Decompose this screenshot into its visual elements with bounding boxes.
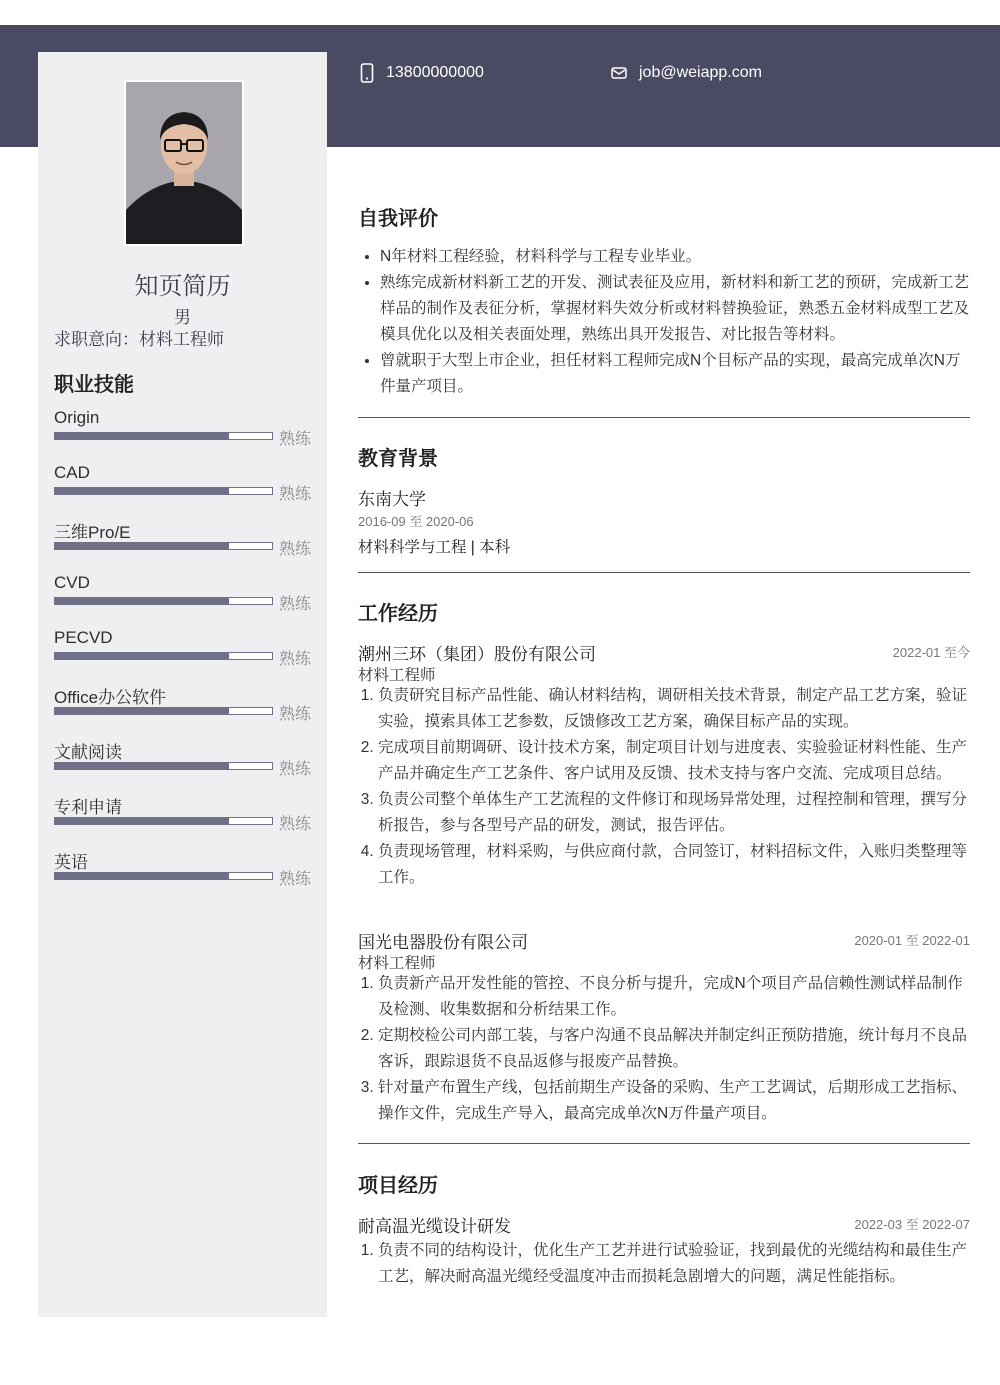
phone-icon: [360, 63, 374, 83]
job-duties: [358, 971, 970, 1127]
list-item: 2. 定期校检公司内部工装，与客户沟通不良品解决并制定纠正预防措施，统计每月不良品客诉，跟踪退货不良品返修与报废产品替换。: [378, 1023, 970, 1075]
sidebar: [38, 52, 327, 1317]
skill-item: [54, 573, 324, 623]
skill-name: Office办公软件: [54, 688, 167, 707]
email-address: job@weiapp.com: [639, 64, 762, 81]
skill-level: 熟练: [279, 541, 312, 558]
company-name: 潮州三环（集团）股份有限公司: [358, 645, 596, 664]
skill-level: 熟练: [279, 651, 312, 668]
skill-item: [54, 848, 324, 898]
skill-bar: [54, 817, 273, 825]
skill-name: 英语: [54, 853, 88, 872]
phone-number: 13800000000: [386, 64, 484, 81]
school-name: 东南大学: [358, 490, 426, 509]
skill-level: 熟练: [279, 816, 312, 833]
skill-item: [54, 628, 324, 678]
skill-name: CAD: [54, 463, 90, 482]
skill-level: 熟练: [279, 706, 312, 723]
skills-section-title: 职业技能: [54, 374, 134, 396]
skill-bar: [54, 652, 273, 660]
company-name: 国光电器股份有限公司: [358, 933, 528, 952]
skill-level: 熟练: [279, 596, 312, 613]
education-major: 材料科学与工程 | 本科: [358, 539, 511, 556]
self-eval-list: [358, 244, 970, 400]
skill-name: 文献阅读: [54, 743, 122, 762]
candidate-name: 知页简历: [134, 273, 231, 300]
profile-photo: [124, 80, 244, 246]
skill-level: 熟练: [279, 871, 312, 888]
list-item: 3. 负责公司整个单体生产工艺流程的文件修订和现场异常处理，过程控制和管理，撰写分析报告，参与各型号产品的研发，测试，报告评估。: [378, 787, 970, 839]
skill-bar: [54, 487, 273, 495]
skill-bar: [54, 432, 273, 440]
list-item: 1. 负责研究目标产品性能、确认材料结构，调研相关技术背景，制定产品工艺方案，验证实验，摸索具体工艺参数，反馈修改工艺方案，确保目标产品的实现。: [378, 683, 970, 735]
skill-name: 三维Pro/E: [54, 523, 131, 542]
section-divider: [358, 417, 970, 418]
list-item: 2. 完成项目前期调研、设计技术方案，制定项目计划与进度表、实验验证材料性能、生产产品并确定生产工艺条件、客户试用及反馈、技术支持与客户交流、完成项目总结。: [378, 735, 970, 787]
skill-item: [54, 408, 324, 458]
list-item: • 熟练完成新材料新工艺的开发、测试表征及应用，新材料和新工艺的预研，完成新工艺样品的制作及表征分析，掌握材料失效分析或材料替换验证，熟悉五金材料成型工艺及模具优化以及相关表面处理，熟练出具开发报告、对比报告等材料。: [380, 270, 970, 348]
skill-name: Origin: [54, 408, 100, 427]
projects-title: 项目经历: [358, 1175, 438, 1197]
skill-bar: [54, 597, 273, 605]
job-role: 材料工程师: [358, 955, 436, 972]
list-item: • N年材料工程经验，材料科学与工程专业毕业。: [380, 244, 970, 270]
project-dates: 2022-03 至 2022-07: [854, 1217, 970, 1232]
skill-level: 熟练: [279, 486, 312, 503]
candidate-gender: 男: [174, 308, 191, 327]
mail-icon: [611, 66, 627, 80]
list-item: 1. 负责不同的结构设计，优化生产工艺并进行试验验证，找到最优的光缆结构和最佳生产工艺，解决耐高温光缆经受温度冲击而损耗急剧增大的问题，满足性能指标。: [378, 1238, 970, 1290]
list-item: 4. 负责现场管理，材料采购，与供应商付款，合同签订，材料招标文件，入账归类整理等工作。: [378, 839, 970, 891]
project-name: 耐高温光缆设计研发: [358, 1217, 511, 1236]
self-eval-title: 自我评价: [358, 208, 438, 230]
skill-name: 专利申请: [54, 798, 122, 817]
skill-bar: [54, 872, 273, 880]
skill-name: PECVD: [54, 628, 113, 647]
job-intent: 求职意向：材料工程师: [54, 330, 224, 349]
section-divider: [358, 572, 970, 573]
skill-item: [54, 683, 324, 733]
job-dates: 2022-01 至今: [892, 645, 970, 660]
skill-bar: [54, 707, 273, 715]
skill-level: 熟练: [279, 761, 312, 778]
skill-bar: [54, 542, 273, 550]
work-title: 工作经历: [358, 603, 438, 625]
job-role: 材料工程师: [358, 667, 436, 684]
skill-level: 熟练: [279, 431, 312, 448]
section-divider: [358, 1143, 970, 1144]
email-contact: [611, 62, 762, 84]
education-dates: 2016-09 至 2020-06: [358, 514, 474, 529]
list-item: 3. 针对量产布置生产线，包括前期生产设备的采购、生产工艺调试，后期形成工艺指标、操作文件，完成生产导入，最高完成单次N万件量产项目。: [378, 1075, 970, 1127]
project-duties: [358, 1238, 970, 1290]
list-item: • 曾就职于大型上市企业，担任材料工程师完成N个目标产品的实现，最高完成单次N万件量产项目。: [380, 348, 970, 400]
skill-item: [54, 738, 324, 788]
skill-name: CVD: [54, 573, 90, 592]
education-title: 教育背景: [358, 448, 438, 470]
list-item: 1. 负责新产品开发性能的管控、不良分析与提升，完成N个项目产品信赖性测试样品制作及检测、收集数据和分析结果工作。: [378, 971, 970, 1023]
job-duties: [358, 683, 970, 891]
skill-bar: [54, 762, 273, 770]
skill-item: [54, 793, 324, 843]
job-dates: 2020-01 至 2022-01: [854, 933, 970, 948]
skill-item: [54, 463, 324, 513]
phone-contact: [360, 62, 484, 84]
skill-item: [54, 518, 324, 568]
